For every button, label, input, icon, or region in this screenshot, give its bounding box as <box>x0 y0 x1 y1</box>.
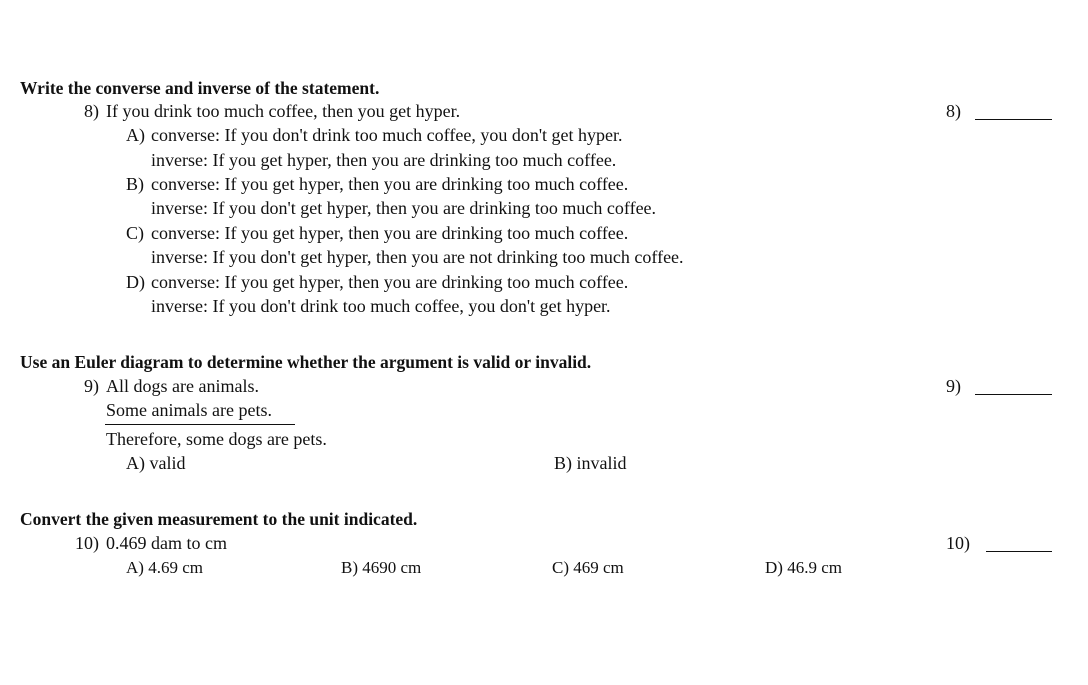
q9-choice-b[interactable]: B) invalid <box>554 453 627 473</box>
q8-number: 8) <box>84 101 99 121</box>
q8-statement: If you drink too much coffee, then you get hyper. <box>106 101 461 121</box>
q8-choice-b-letter[interactable]: B) <box>126 174 144 194</box>
q9-choice-a[interactable]: A) valid <box>126 453 186 473</box>
q8-choice-b-inverse: inverse: If you don't get hyper, then you are drinking too much coffee. <box>151 198 657 218</box>
q8-choice-c-letter[interactable]: C) <box>126 223 144 243</box>
q8-answer-label: 8) <box>946 101 961 121</box>
q10-number: 10) <box>75 533 99 553</box>
q9-answer-blank[interactable] <box>975 394 1052 395</box>
q9-premise-1: All dogs are animals. <box>106 376 259 396</box>
q10-choice-c[interactable]: C) 469 cm <box>552 558 624 577</box>
q9-premise-2: Some animals are pets. <box>106 400 272 420</box>
q8-choice-d-inverse: inverse: If you don't drink too much coffee, you don't get hyper. <box>151 296 611 316</box>
q10-answer-blank[interactable] <box>986 551 1052 552</box>
q9-number: 9) <box>84 376 99 396</box>
q10-choice-a[interactable]: A) 4.69 cm <box>126 558 203 577</box>
q10-choice-b[interactable]: B) 4690 cm <box>341 558 422 577</box>
q9-instruction: Use an Euler diagram to determine whether the argument is valid or invalid. <box>20 352 592 372</box>
q8-choice-d-converse: converse: If you get hyper, then you are drinking too much coffee. <box>151 272 629 292</box>
q9-answer-label: 9) <box>946 376 961 396</box>
q8-instruction: Write the converse and inverse of the statement. <box>20 78 380 98</box>
q8-choice-d-letter[interactable]: D) <box>126 272 145 292</box>
q9-conclusion-divider <box>105 424 295 425</box>
q8-choice-a-converse: converse: If you don't drink too much coffee, you don't get hyper. <box>151 125 623 145</box>
q8-choice-c-converse: converse: If you get hyper, then you are drinking too much coffee. <box>151 223 629 243</box>
q9-conclusion: Therefore, some dogs are pets. <box>106 429 327 449</box>
q8-choice-a-inverse: inverse: If you get hyper, then you are drinking too much coffee. <box>151 150 617 170</box>
q10-question: 0.469 dam to cm <box>106 533 227 553</box>
q8-choice-b-converse: converse: If you get hyper, then you are drinking too much coffee. <box>151 174 629 194</box>
q8-answer-blank[interactable] <box>975 119 1052 120</box>
q8-choice-a-letter[interactable]: A) <box>126 125 145 145</box>
q10-instruction: Convert the given measurement to the unit indicated. <box>20 509 418 529</box>
q8-choice-c-inverse: inverse: If you don't get hyper, then you are not drinking too much coffee. <box>151 247 684 267</box>
q10-answer-label: 10) <box>946 533 970 553</box>
q10-choice-d[interactable]: D) 46.9 cm <box>765 558 842 577</box>
